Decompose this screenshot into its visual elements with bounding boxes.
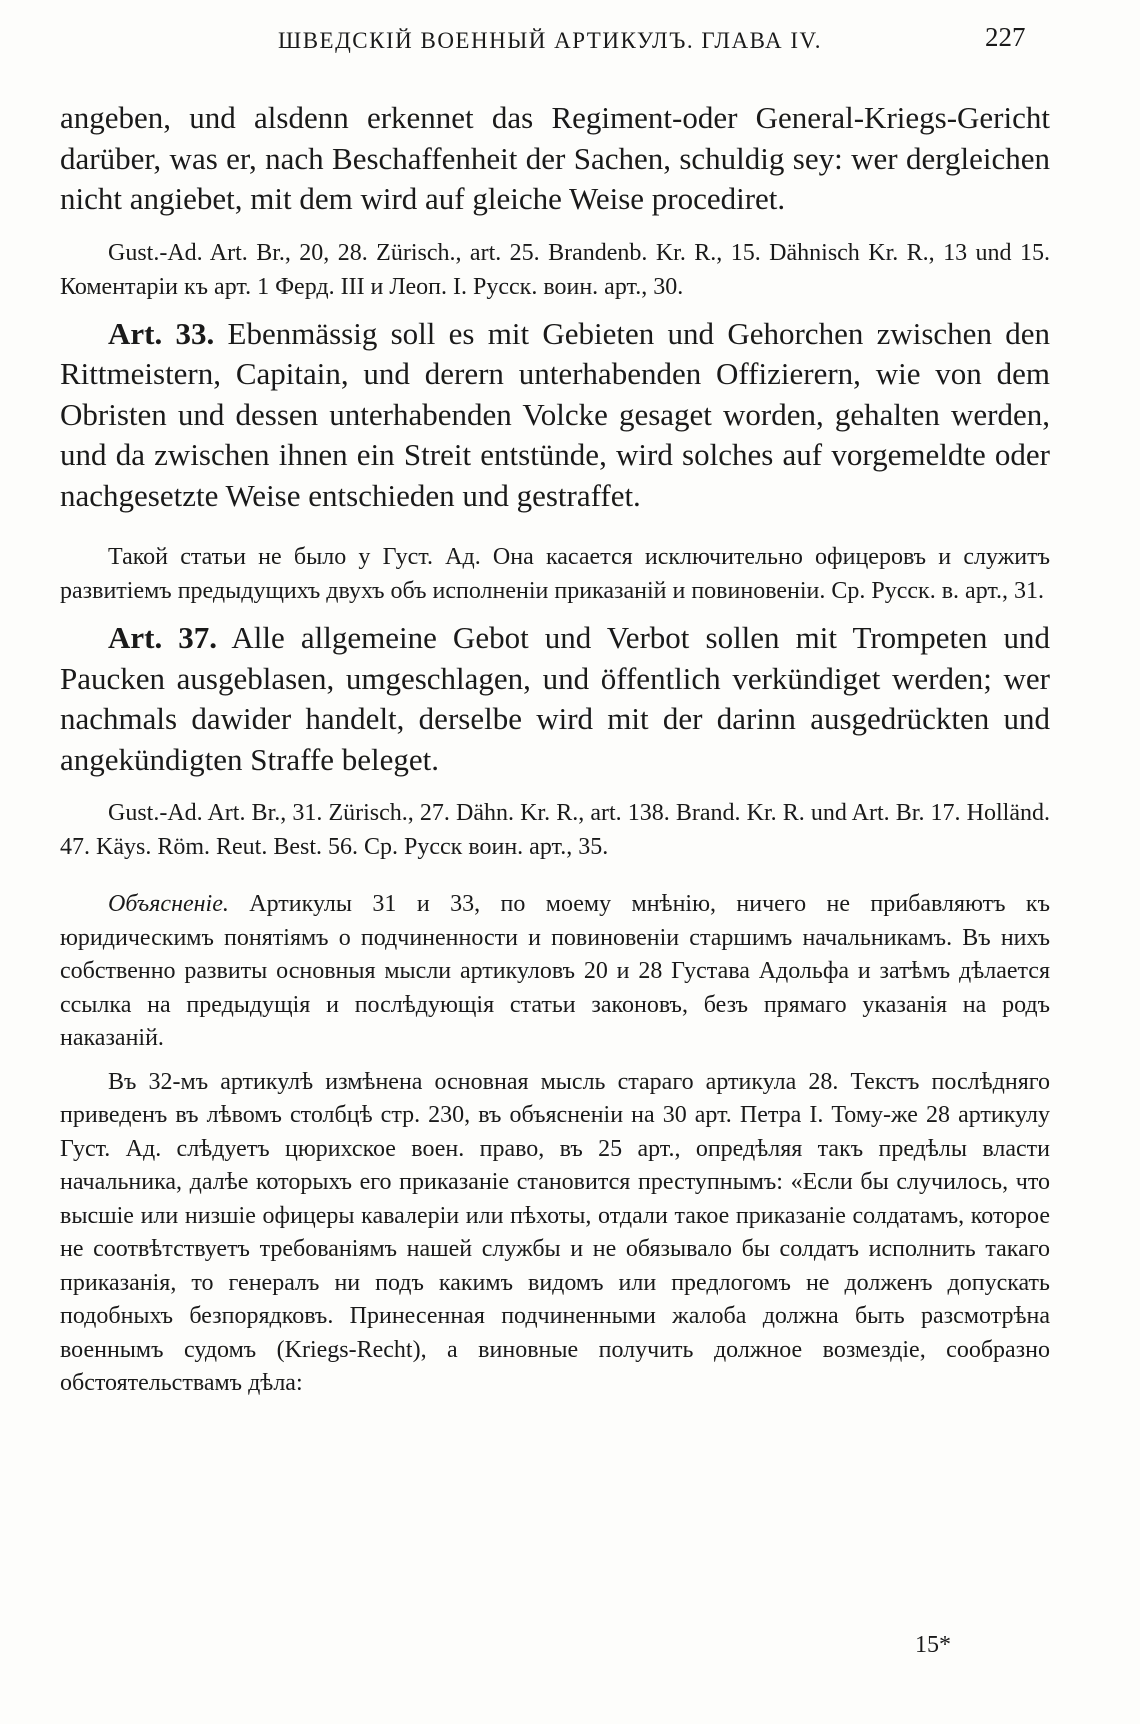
reference-note-3: Gust.-Ad. Art. Br., 31. Zürisch., 27. Dähn. Kr. R., art. 138. Brand. Kr. R. und Art. Br. 17. Holländ. 47. Käys. Röm. Reut. Best. 56. Ср. Русск воин. арт., 35.: [60, 800, 1050, 860]
running-head: [60, 22, 1050, 62]
article-37: [60, 618, 1050, 780]
article-33-text: Ebenmässig soll es mit Gebieten und Gehorchen zwischen den Rittmeistern, Capitain, und derern unterhabenden Offizierern, wie von dem Obristen und dessen unterhabenden Volcke gesaget worden, gehalten werden, und da zwischen ihnen ein Streit entstünde, wird solches auf vorgemeldte oder nachgesetzte Weise entschieden und gestraffet.: [60, 315, 1050, 513]
article-33-label: Art. 33.: [108, 315, 215, 351]
signature-mark: 15*: [915, 1632, 951, 1658]
commentary-paragraph: Въ 32-мъ артикулѣ измѣнена основная мысль стараго артикула 28. Текстъ послѣдняго приведенъ въ лѣвомъ столбцѣ стр. 230, въ объясненіи на 30 арт. Петра I. Тому-же 28 артикулу Густ. Ад. слѣдуетъ цюрихское воен. право, въ 25 арт., опредѣляя такъ предѣлы власти начальника, далѣе которыхъ его приказаніе становится преступнымъ: «Если бы случилось, что высшіе или низшіе офицеры кавалеріи или пѣхоты, отдали такое приказаніе солдатамъ, которое не соотвѣтствуетъ требованіямъ нашей службы и не обязывало бы солдатъ исполнить такаго приказанія, то генералъ ни подъ какимъ видомъ или предлогомъ не долженъ допускать подобныхъ безпорядковъ. Принесенная подчиненными жалоба должна быть разсмотрѣна военнымъ судомъ (Kriegs-Recht), а виновные получить должное возмездіе, сообразно обстоятельствамъ дѣла:: [60, 1068, 1050, 1396]
article-37-text: Alle allgemeine Gebot und Verbot sollen mit Trompeten und Paucken ausgeblasen, umgeschlagen, und öffentlich verkündiget werden; wer nachmals dawider handelt, derselbe wird mit der darinn ausgedrückten und angekündigten Straffe beleget.: [60, 620, 1050, 777]
page-body: [60, 98, 1050, 1401]
reference-note-2: Такой статьи не было у Густ. Ад. Она касается исключительно офицеровъ и служитъ развитіемъ предыдущихъ двухъ объ исполненіи приказаній и повиновеніи. Ср. Русск. в. арт., 31.: [60, 544, 1050, 604]
explanation-text: Артикулы 31 и 33, по моему мнѣнію, ничего не прибавляютъ къ юридическимъ понятіямъ о подчиненности и повиновеніи старшимъ начальникамъ. Въ нихъ собственно развиты основныя мысли артикуловъ 20 и 28 Густава Адольфа и затѣмъ дѣлается ссылка на предыдущія и послѣдующія статьи законовъ, безъ прямаго указанія на родъ наказаній.: [60, 891, 1050, 1051]
paragraph-continuation: angeben, und alsdenn erkennet das Regiment-oder General-Kriegs-Gericht darüber, was er, nach Beschaffenheit der Sachen, schuldig sey: wer dergleichen nicht angiebet, mit dem wird auf gleiche Weise procediret.: [60, 100, 1050, 216]
explanation: [60, 888, 1050, 1056]
explanation-label: Объясненіе.: [108, 891, 229, 917]
page-number: 227: [985, 22, 1026, 52]
reference-note-1: Gust.-Ad. Art. Br., 20, 28. Zürisch., art. 25. Brandenb. Kr. R., 15. Dähnisch Kr. R., 13 und 15. Коментаріи къ арт. 1 Ферд. III и Леоп. I. Русск. воин. арт., 30.: [60, 239, 1050, 300]
article-37-label: Art. 37.: [108, 620, 218, 655]
running-title: ШВЕДСКІЙ ВОЕННЫЙ АРТИКУЛЪ. ГЛАВА IV.: [278, 28, 822, 53]
article-33: [60, 314, 1050, 517]
